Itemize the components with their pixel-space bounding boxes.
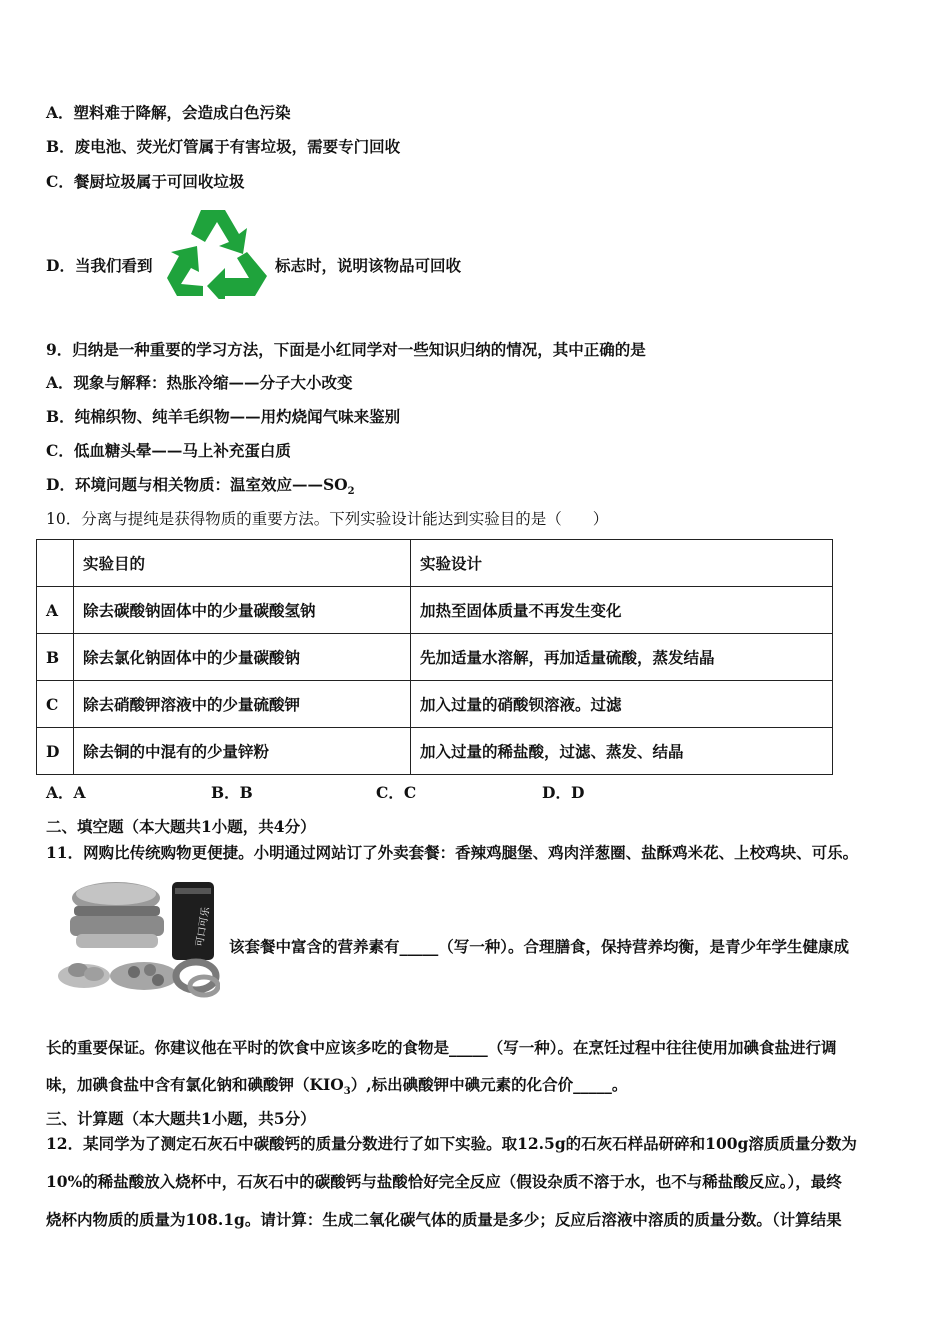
table-row-key: C <box>37 681 74 728</box>
q12-line-1: 12．某同学为了测定石灰石中碳酸钙的质量分数进行了如下实验。取12.5g的石灰石样品研碎和100g溶质质量分数为 <box>46 1134 857 1153</box>
table-row-design: 加入过量的硝酸钡溶液。过滤 <box>411 681 833 728</box>
q11-line-4 <box>46 1073 627 1097</box>
fast-food-meal-image <box>54 880 220 1000</box>
table-row-key: D <box>37 728 74 775</box>
q10-choice-a: A．A <box>46 783 86 802</box>
q11-stem: 11．网购比传统购物更便捷。小明通过网站订了外卖套餐：香辣鸡腿堡、鸡肉洋葱圈、盐酥鸡米花、上校鸡块、可乐。 <box>46 843 859 862</box>
table-row <box>37 681 833 728</box>
q8-option-a: A．塑料难于降解，会造成白色污染 <box>46 103 291 122</box>
table-row-goal: 除去碳酸钠固体中的少量碳酸氢钠 <box>74 587 411 634</box>
table-row-goal: 除去氯化钠固体中的少量碳酸钠 <box>74 634 411 681</box>
q9-option-d-subscript: 2 <box>347 486 355 498</box>
q12-line-3: 烧杯内物质的质量为108.1g。请计算：生成二氧化碳气体的质量是多少；反应后溶液中溶质的质量分数。（计算结果 <box>46 1210 842 1229</box>
q11-line-4-subscript: 3 <box>343 1086 351 1098</box>
q8-option-b: B．废电池、荧光灯管属于有害垃圾，需要专门回收 <box>46 137 401 156</box>
q11-line-4-end: ）,标出碘酸钾中碘元素的化合价_____。 <box>350 1075 628 1094</box>
section-2-heading: 二、填空题（本大题共1小题，共4分） <box>46 817 316 836</box>
q12-line-2: 10%的稀盐酸放入烧杯中，石灰石中的碳酸钙与盐酸恰好完全反应（假设杂质不溶于水，也不与稀盐酸反应。），最终 <box>46 1172 842 1191</box>
experiment-table <box>36 539 833 775</box>
q8-option-d-prefix: D．当我们看到 <box>46 256 153 275</box>
q9-stem: 9．归纳是一种重要的学习方法，下面是小红同学对一些知识归纳的情况，其中正确的是 <box>46 340 646 359</box>
q10-choice-c: C．C <box>376 783 417 802</box>
section-3-heading: 三、计算题（本大题共1小题，共5分） <box>46 1109 316 1128</box>
q10-choice-b: B．B <box>211 783 253 802</box>
q11-line-4-text: 味，加碘食盐中含有氯化钠和碘酸钾（KIO <box>46 1075 344 1094</box>
table-row-key: A <box>37 587 74 634</box>
table-row-goal: 除去硝酸钾溶液中的少量硫酸钾 <box>74 681 411 728</box>
q9-option-d <box>46 473 355 497</box>
q9-option-b: B．纯棉织物、纯羊毛织物——用灼烧闻气味来鉴别 <box>46 407 401 426</box>
q8-option-c: C．餐厨垃圾属于可回收垃圾 <box>46 172 245 191</box>
cola-can-label: 可口可乐 <box>194 906 213 948</box>
q11-line-3: 长的重要保证。你建议他在平时的饮食中应该多吃的食物是_____（写一种）。在烹饪过程中往往使用加碘食盐进行调 <box>46 1038 837 1057</box>
q8-option-d-suffix: 标志时，说明该物品可回收 <box>275 256 462 275</box>
table-row-design: 加入过量的稀盐酸，过滤、蒸发、结晶 <box>411 728 833 775</box>
table-header-goal: 实验目的 <box>74 540 411 587</box>
q10-choice-d: D．D <box>542 783 585 802</box>
table-row-goal: 除去铜的中混有的少量锌粉 <box>74 728 411 775</box>
q9-option-d-text: D．环境问题与相关物质：温室效应——SO <box>46 475 348 494</box>
table-row-design: 加热至固体质量不再发生变化 <box>411 587 833 634</box>
table-row <box>37 634 833 681</box>
q9-option-a: A．现象与解释：热胀冷缩——分子大小改变 <box>46 373 353 392</box>
q11-line-2: 该套餐中富含的营养素有_____（写一种）。合理膳食，保持营养均衡，是青少年学生健康成 <box>229 937 850 956</box>
q10-stem: 10．分离与提纯是获得物质的重要方法。下列实验设计能达到实验目的是（ ） <box>46 510 609 528</box>
table-row-key: B <box>37 634 74 681</box>
table-row <box>37 587 833 634</box>
table-header-design: 实验设计 <box>411 540 833 587</box>
q9-option-c: C．低血糖头晕——马上补充蛋白质 <box>46 441 291 460</box>
recycle-symbol-icon <box>163 206 271 299</box>
table-row-design: 先加适量水溶解，再加适量硫酸，蒸发结晶 <box>411 634 833 681</box>
table-header-key <box>37 540 74 587</box>
table-header-row <box>37 540 833 587</box>
table-row <box>37 728 833 775</box>
